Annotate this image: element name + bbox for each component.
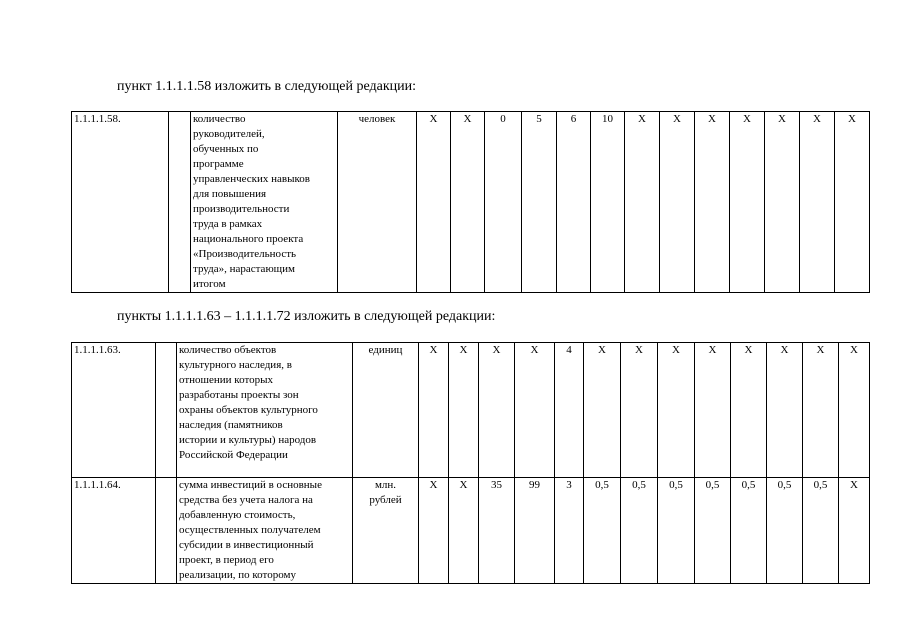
value-cell: 6	[557, 112, 591, 293]
section-2-heading: пункты 1.1.1.1.63 – 1.1.1.1.72 изложить в следующей редакции:	[117, 309, 496, 324]
value-cell: Х	[767, 343, 803, 478]
value-cell: Х	[731, 343, 767, 478]
value-cell: Х	[660, 112, 695, 293]
description-line: для повышения	[193, 188, 267, 200]
value-cell: 3	[555, 478, 584, 584]
description-line: охраны объектов культурного	[179, 404, 318, 416]
unit-cell	[353, 343, 419, 478]
value-cell: 4	[555, 343, 584, 478]
description-line: отношении которых	[179, 374, 274, 386]
description-line: осуществленных получателем	[179, 524, 321, 536]
blank-cell	[156, 478, 177, 584]
row-code-cell: 1.1.1.1.64.	[72, 478, 156, 584]
value-cell: Х	[839, 343, 870, 478]
value-cell: Х	[800, 112, 835, 293]
value-cell: Х	[451, 112, 485, 293]
indicator-table-58	[71, 111, 870, 293]
description-line: управленческих навыков	[193, 173, 310, 185]
value-cell: Х	[417, 112, 451, 293]
value-cell: Х	[803, 343, 839, 478]
description-line: наследия (памятников	[179, 419, 283, 431]
value-cell: Х	[695, 343, 731, 478]
blank-cell	[169, 112, 191, 293]
value-cell: Х	[839, 478, 870, 584]
value-cell: 0,5	[803, 478, 839, 584]
description-line: средства без учета налога на	[179, 494, 313, 506]
description-line: культурного наследия, в	[179, 359, 292, 371]
value-cell: 0,5	[658, 478, 695, 584]
row-description-cell	[177, 343, 353, 478]
description-line: национального проекта	[193, 233, 304, 245]
table-row	[72, 478, 870, 584]
value-cell: 5	[522, 112, 557, 293]
row-description-cell	[177, 478, 353, 584]
unit-cell: человек	[338, 112, 417, 293]
value-cell: 0	[485, 112, 522, 293]
description-line: проект, в период его	[179, 554, 274, 566]
description-line: реализации, по которому	[179, 569, 296, 581]
value-cell: 10	[591, 112, 625, 293]
description-line: обученных по	[193, 143, 259, 155]
value-cell: Х	[625, 112, 660, 293]
description-line: программе	[193, 158, 244, 170]
description-line: труда», нарастающим	[193, 263, 295, 275]
row-code-cell: 1.1.1.1.58.	[72, 112, 169, 293]
value-cell: Х	[419, 478, 449, 584]
value-cell: Х	[479, 343, 515, 478]
value-cell: Х	[419, 343, 449, 478]
value-cell: Х	[584, 343, 621, 478]
value-cell: Х	[765, 112, 800, 293]
value-cell: Х	[449, 343, 479, 478]
value-cell: 0,5	[767, 478, 803, 584]
description-line: труда в рамках	[193, 218, 263, 230]
indicator-table-63-72	[71, 342, 870, 584]
value-cell: Х	[730, 112, 765, 293]
row-code-cell: 1.1.1.1.63.	[72, 343, 156, 478]
description-line: истории и культуры) народов	[179, 434, 317, 446]
blank-cell	[156, 343, 177, 478]
description-line: количество	[193, 113, 246, 125]
value-cell: 0,5	[584, 478, 621, 584]
value-cell: 0,5	[695, 478, 731, 584]
description-line: итогом	[193, 278, 226, 290]
value-cell: Х	[621, 343, 658, 478]
description-line: «Производительность	[193, 248, 297, 260]
table-row	[72, 343, 870, 478]
value-cell: Х	[695, 112, 730, 293]
description-line: руководителей,	[193, 128, 265, 140]
description-line: разработаны проекты зон	[179, 389, 299, 401]
value-cell: Х	[835, 112, 870, 293]
description-line: количество объектов	[179, 344, 277, 356]
table-row	[72, 112, 870, 293]
description-line: сумма инвестиций в основные	[179, 479, 322, 491]
value-cell: 0,5	[621, 478, 658, 584]
description-line: добавленную стоимость,	[179, 509, 296, 521]
value-cell: Х	[658, 343, 695, 478]
section-1-heading: пункт 1.1.1.1.58 изложить в следующей редакции:	[117, 79, 416, 94]
unit-cell	[353, 478, 419, 584]
unit-line: рублей	[369, 494, 402, 506]
unit-line: млн.	[374, 479, 397, 491]
row-description-cell	[191, 112, 338, 293]
unit-line: единиц	[368, 344, 403, 356]
description-line: Российской Федерации	[179, 449, 288, 461]
value-cell: Х	[515, 343, 555, 478]
value-cell: Х	[449, 478, 479, 584]
value-cell: 99	[515, 478, 555, 584]
value-cell: 35	[479, 478, 515, 584]
value-cell: 0,5	[731, 478, 767, 584]
description-line: производительности	[193, 203, 290, 215]
description-line: субсидии в инвестиционный	[179, 539, 314, 551]
